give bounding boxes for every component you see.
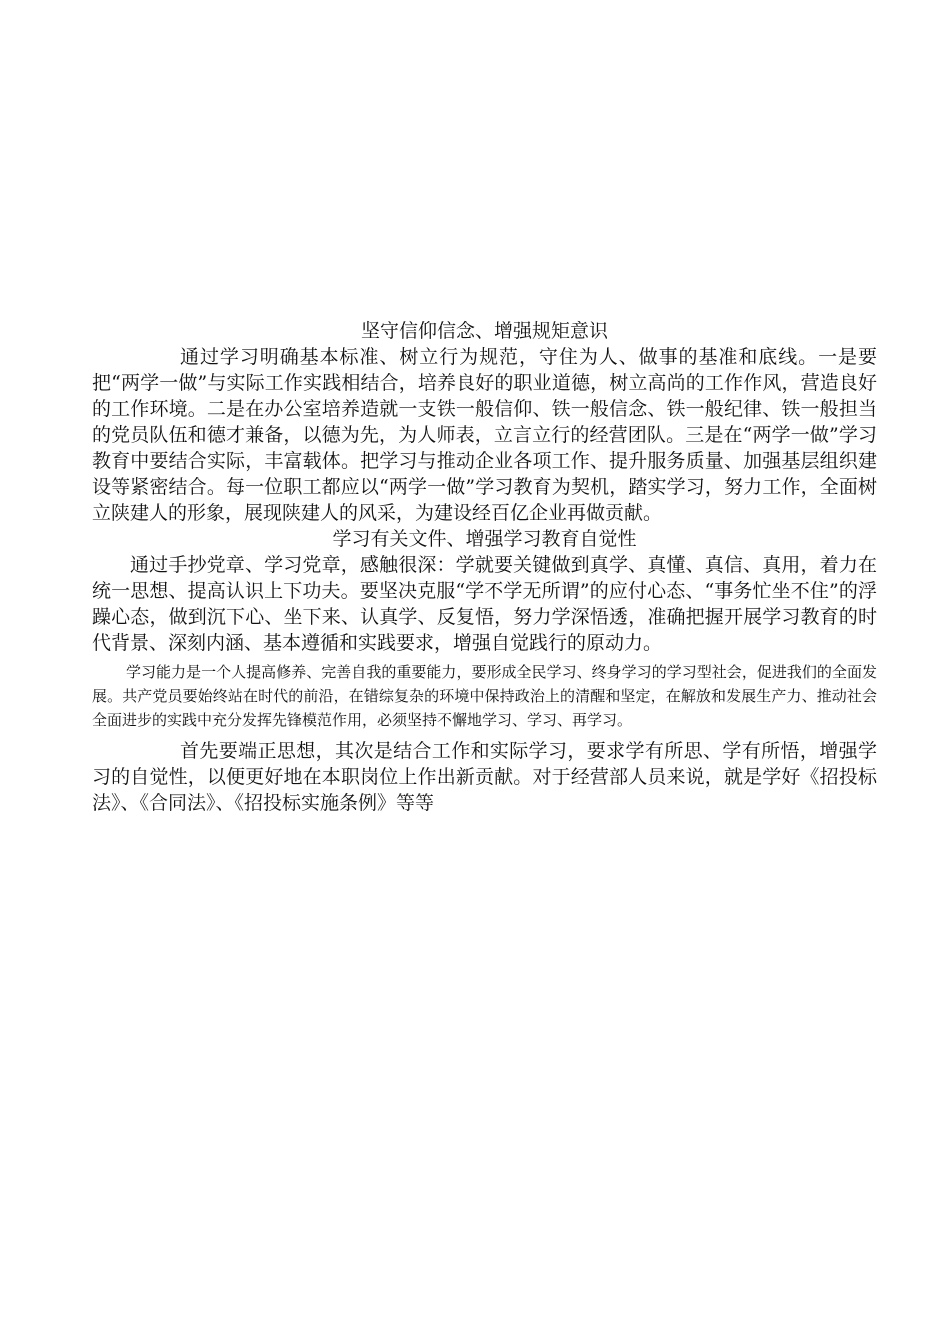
- document-page: [92, 318, 877, 816]
- section-paragraph-2: 通过手抄党章、学习党章，感触很深：学就要关键做到真学、真懂、真信、真用，着力在统一思想、提高认识上下功夫。要坚决克服“学不学无所谓”的应付心态、“事务忙坐不住”的浮躁心态，做到沉下心、坐下来、认真学、反复悟，努力学深悟透，准确把握开展学习教育的时代背景、深刻内涵、基本遵循和实践要求，增强自觉践行的原动力。: [92, 554, 877, 654]
- section-heading-2: 学习有关文件、增强学习教育自觉性: [332, 528, 637, 550]
- closing-paragraph: 首先要端正思想，其次是结合工作和实际学习，要求学有所思、学有所悟，增强学习的自觉性，以便更好地在本职岗位上作出新贡献。对于经营部人员来说，就是学好《招投标法》、《合同法》、《招投标实施条例》等等: [92, 740, 877, 814]
- section-heading-1: 坚守信仰信念、增强规矩意识: [360, 320, 608, 342]
- section-paragraph-1: 通过学习明确基本标准、树立行为规范，守住为人、做事的基准和底线。一是要把“两学一做”与实际工作实践相结合，培养良好的职业道德，树立高尚的工作作风，营造良好的工作环境。二是在办公室培养造就一支铁一般信仰、铁一般信念、铁一般纪律、铁一般担当的党员队伍和德才兼备，以德为先，为人师表，立言立行的经营团队。三是在“两学一做”学习教育中要结合实际，丰富载体。把学习与推动企业各项工作、提升服务质量、加强基层组织建设等紧密结合。每一位职工都应以“两学一做”学习教育为契机，踏实学习，努力工作，全面树立陕建人的形象，展现陕建人的风采，为建设经百亿企业再做贡献。: [92, 346, 877, 524]
- small-paragraph: 学习能力是一个人提高修养、完善自我的重要能力，要形成全民学习、终身学习的学习型社会，促进我们的全面发展。共产党员要始终站在时代的前沿，在错综复杂的环境中保持政治上的清醒和坚定，在解放和发展生产力、推动社会全面进步的实践中充分发挥先锋模范作用，必须坚持不懈地学习、学习、再学习。: [92, 663, 877, 729]
